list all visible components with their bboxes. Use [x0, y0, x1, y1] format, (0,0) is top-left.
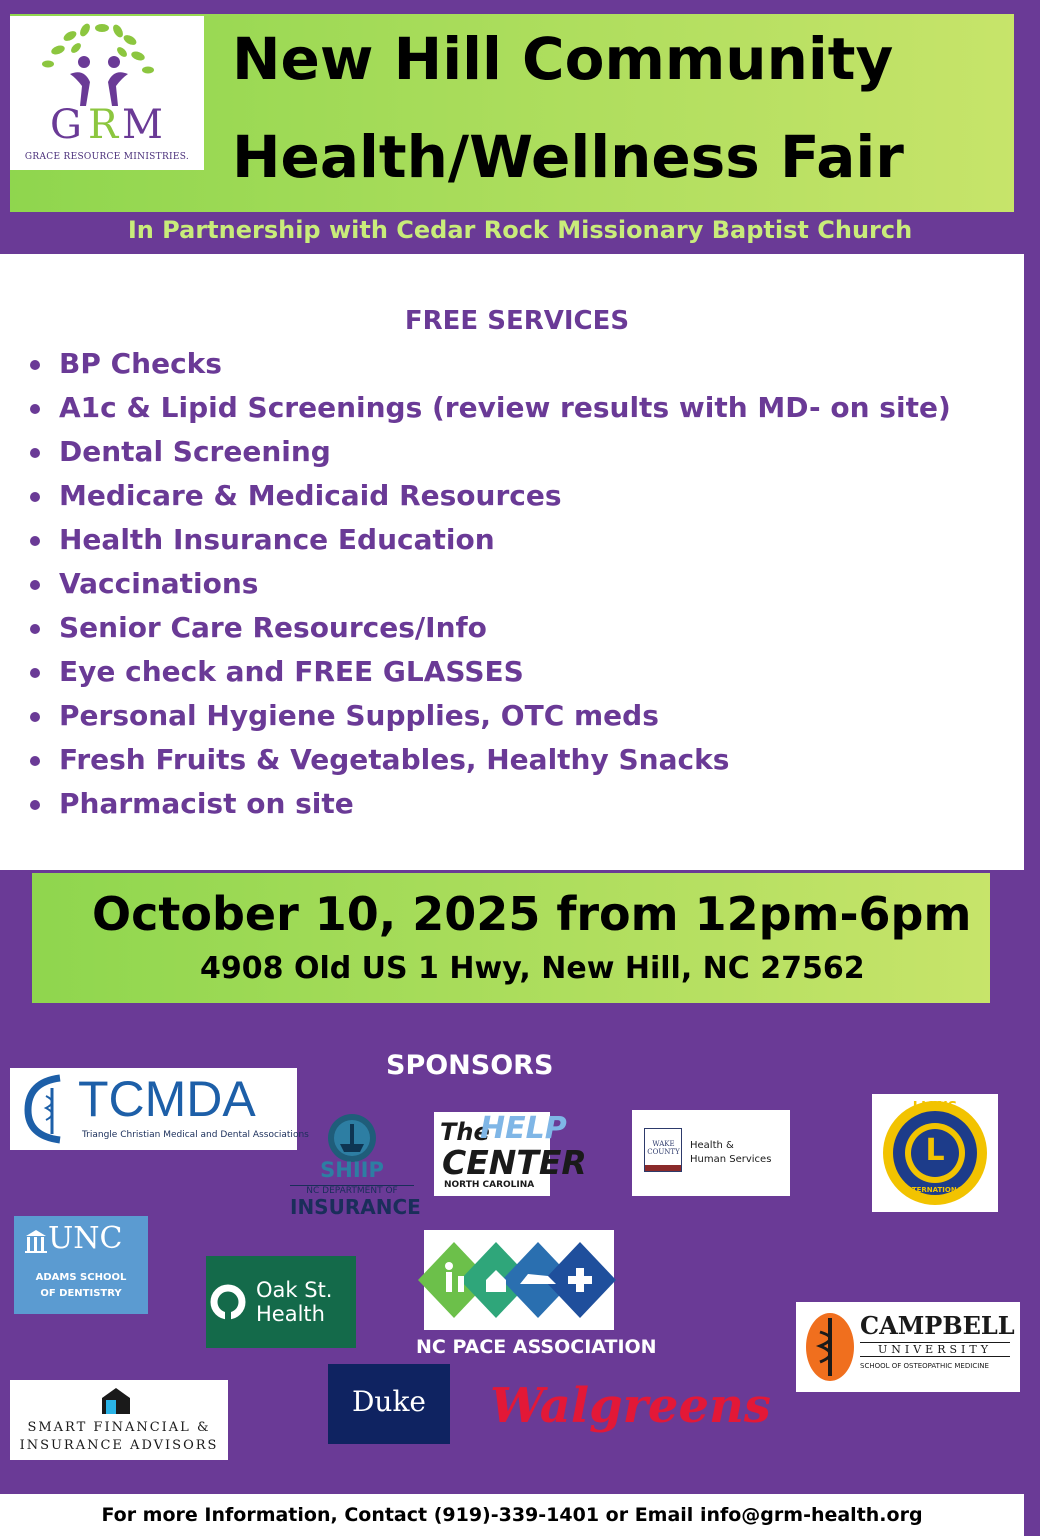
- campbell-name: CAMPBELL: [860, 1311, 1015, 1340]
- tcmda-tagline: Triangle Christian Medical and Dental Associations: [82, 1130, 309, 1140]
- sponsor-help-center-logo: [434, 1111, 587, 1196]
- sponsor-campbell-logo: [796, 1302, 1020, 1392]
- svg-text:R: R: [88, 102, 119, 148]
- service-list: [28, 342, 951, 826]
- wake-line1: Health &: [690, 1140, 734, 1151]
- walgreens-name: Walgreens: [490, 1378, 771, 1434]
- partnership-text: In Partnership with Cedar Rock Missionary Baptist Church: [127, 216, 913, 244]
- svg-text:G: G: [50, 102, 82, 148]
- sponsor-shiip-logo: [290, 1112, 421, 1222]
- sponsor-oak-st-health-logo: [206, 1256, 356, 1348]
- campbell-line1: UNIVERSITY: [860, 1342, 1010, 1357]
- sponsor-lions-logo: [872, 1094, 998, 1212]
- sponsor-nc-pace-logo: [424, 1230, 614, 1330]
- help-center-state: NORTH CAROLINA: [444, 1180, 535, 1190]
- unc-name: UNC: [48, 1221, 123, 1256]
- sponsor-tcmda-logo: [10, 1068, 309, 1150]
- tcmda-name: TCMDA: [78, 1071, 256, 1127]
- nc-pace-label: NC PACE ASSOCIATION: [416, 1336, 657, 1358]
- wake-county-name: WAKE COUNTY: [647, 1140, 680, 1156]
- service-item: Pharmacist on site: [28, 782, 951, 826]
- lions-letter: L: [925, 1133, 945, 1168]
- sponsor-walgreens-logo: [490, 1378, 780, 1442]
- oak-ring-icon: [208, 1282, 248, 1322]
- shiip-line1: NC DEPARTMENT OF: [290, 1185, 414, 1196]
- service-item: A1c & Lipid Screenings (review results with MD- on site): [28, 386, 951, 430]
- shiip-name: SHIIP: [320, 1158, 384, 1182]
- event-date: October 10, 2025 from 12pm-6pm: [92, 887, 972, 941]
- services-section: [0, 254, 1024, 870]
- sponsor-wake-county-logo: [632, 1110, 790, 1196]
- service-item: Vaccinations: [28, 562, 951, 606]
- duke-name: Duke: [351, 1385, 427, 1418]
- service-item: Eye check and FREE GLASSES: [28, 650, 951, 694]
- services-heading: FREE SERVICES: [404, 306, 630, 336]
- unc-line2: OF DENTISTRY: [40, 1288, 122, 1299]
- service-item: Health Insurance Education: [28, 518, 951, 562]
- grm-logo: [10, 16, 204, 170]
- event-address: 4908 Old US 1 Hwy, New Hill, NC 27562: [200, 951, 865, 986]
- unc-line1: ADAMS SCHOOL: [35, 1272, 127, 1283]
- lions-top: LIONS: [912, 1100, 958, 1115]
- help-center-center: CENTER: [442, 1143, 587, 1182]
- nc-pace-diamonds-icon: [424, 1230, 614, 1330]
- footer-contact: For more Information, Contact (919)-339-1401 or Email info@grm-health.org: [0, 1494, 1024, 1536]
- caduceus-icon: [20, 1072, 80, 1144]
- service-item: Senior Care Resources/Info: [28, 606, 951, 650]
- old-well-icon: [24, 1228, 48, 1254]
- svg-text:M: M: [122, 102, 163, 148]
- logo-caption: GRACE RESOURCE MINISTRIES.: [24, 152, 190, 162]
- smart-line2: INSURANCE ADVISORS: [19, 1438, 219, 1453]
- oak-line1: Oak St.: [256, 1278, 333, 1302]
- event-banner: [32, 873, 990, 1003]
- sponsor-smart-financial-logo: [10, 1380, 228, 1460]
- house-icon: [102, 1388, 130, 1414]
- shiip-line2: INSURANCE: [290, 1195, 421, 1219]
- service-item: Dental Screening: [28, 430, 951, 474]
- campbell-caduceus-icon: [804, 1310, 856, 1384]
- lighthouse-icon: [326, 1112, 378, 1164]
- service-item: Fresh Fruits & Vegetables, Healthy Snacks: [28, 738, 951, 782]
- sponsor-duke-logo: [328, 1364, 450, 1444]
- title-line-1: New Hill Community: [232, 25, 894, 93]
- oak-line2: Health: [256, 1302, 325, 1326]
- tree-people-icon: [10, 16, 204, 148]
- wake-line2: Human Services: [690, 1154, 772, 1165]
- smart-line1: SMART FINANCIAL &: [27, 1420, 211, 1435]
- campbell-line2: SCHOOL OF OSTEOPATHIC MEDICINE: [860, 1362, 989, 1370]
- service-item: Medicare & Medicaid Resources: [28, 474, 951, 518]
- help-center-the: The: [440, 1118, 490, 1146]
- help-center-help: HELP: [480, 1111, 567, 1146]
- sponsor-unc-logo: [14, 1216, 148, 1314]
- service-item: Personal Hygiene Supplies, OTC meds: [28, 694, 951, 738]
- wake-county-seal: [644, 1128, 682, 1172]
- service-item: BP Checks: [28, 342, 951, 386]
- lions-bottom: INTERNATIONAL: [903, 1186, 967, 1194]
- sponsors-heading: SPONSORS: [386, 1050, 554, 1081]
- title-line-2: Health/Wellness Fair: [232, 123, 904, 191]
